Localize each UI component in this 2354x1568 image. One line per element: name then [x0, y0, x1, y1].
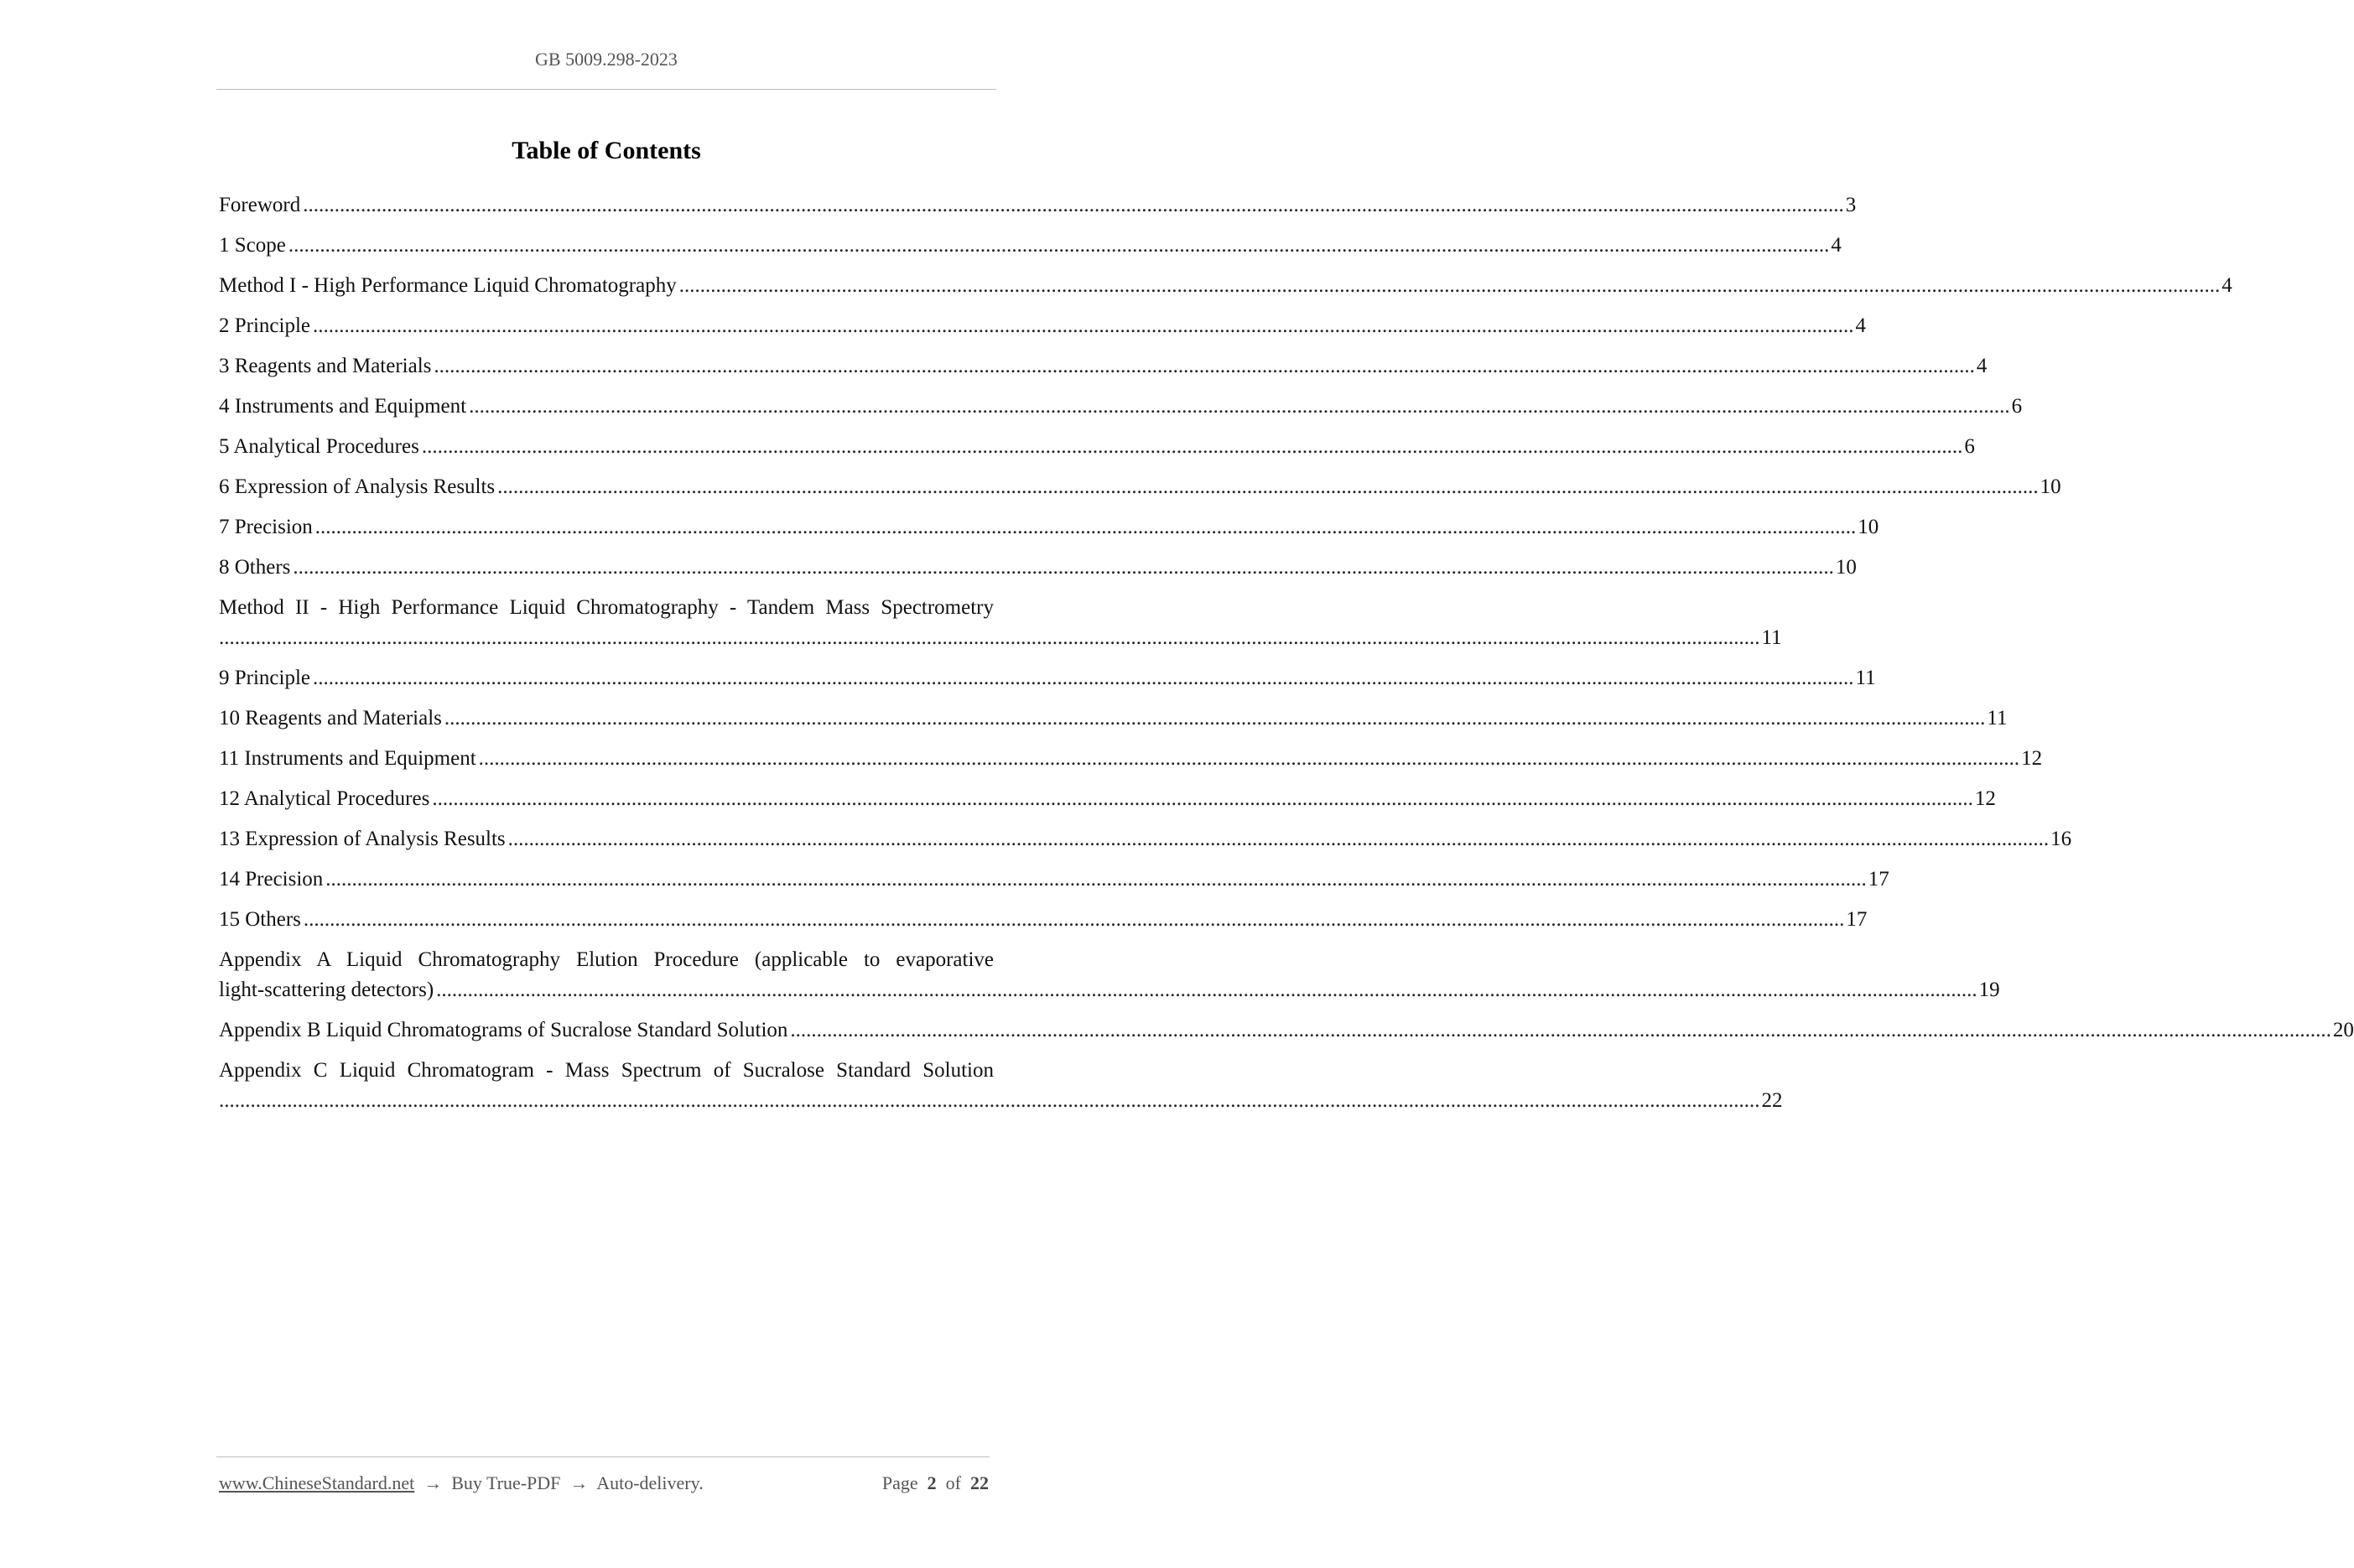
- toc-dot-leader: ......................................................................................................................................................................................................................................................................................................: [288, 234, 1830, 257]
- toc-dot-leader: ......................................................................................................................................................................................................................................................................................................: [432, 787, 1973, 810]
- toc-page-number: 4: [1831, 234, 1842, 257]
- toc-list: [219, 190, 2354, 1126]
- toc-entry-expression-results-2[interactable]: [219, 824, 2072, 854]
- toc-entry-text: 12 Analytical Procedures: [219, 787, 430, 810]
- toc-entry-text: 14 Precision: [219, 868, 324, 890]
- toc-page-number: 12: [1974, 787, 1996, 810]
- toc-page-number: 6: [1964, 435, 1975, 458]
- toc-entry-precision-2[interactable]: [219, 864, 1889, 895]
- toc-dot-leader: ......................................................................................................................................................................................................................................................................................................: [219, 626, 1760, 649]
- total-pages-number: 22: [970, 1472, 989, 1493]
- toc-page-number: 10: [2040, 475, 2061, 498]
- buy-true-pdf-text: Buy True-PDF: [451, 1472, 561, 1493]
- toc-dot-leader: ......................................................................................................................................................................................................................................................................................................: [678, 274, 2221, 297]
- toc-dot-leader: ......................................................................................................................................................................................................................................................................................................: [303, 194, 1844, 216]
- page-indicator: [882, 1472, 989, 1494]
- toc-entry-text: Method I - High Performance Liquid Chromatography: [219, 274, 677, 297]
- toc-entry-text: 11 Instruments and Equipment: [219, 747, 476, 770]
- toc-entry-scope[interactable]: [219, 231, 1842, 261]
- document-header: GB 5009.298-2023: [535, 49, 678, 70]
- toc-entry-principle-2[interactable]: [219, 663, 1876, 693]
- toc-page-number: 3: [1845, 194, 1857, 216]
- toc-entry-method-2[interactable]: [219, 593, 1782, 653]
- arrow-right-icon: →: [569, 1472, 589, 1493]
- toc-dot-leader: ......................................................................................................................................................................................................................................................................................................: [790, 1019, 2331, 1041]
- toc-entry-text: 8 Others: [219, 556, 291, 579]
- toc-entry-appendix-a[interactable]: [219, 945, 2000, 1005]
- toc-entry-analytical-procedures-2[interactable]: [219, 784, 1996, 814]
- auto-delivery-text: Auto-delivery.: [596, 1472, 704, 1493]
- toc-entry-precision[interactable]: [219, 512, 1879, 543]
- current-page-number: 2: [927, 1472, 937, 1493]
- toc-page-number: 10: [1835, 556, 1857, 579]
- toc-page-number: 20: [2332, 1019, 2354, 1041]
- toc-entry-method-1[interactable]: [219, 271, 2232, 301]
- toc-entry-instruments-2[interactable]: [219, 744, 2043, 774]
- toc-dot-leader: ......................................................................................................................................................................................................................................................................................................: [293, 556, 1834, 579]
- toc-dot-leader: ......................................................................................................................................................................................................................................................................................................: [478, 747, 2020, 770]
- toc-entry-text: Foreword: [219, 194, 301, 216]
- toc-page-number: 10: [1858, 516, 1879, 538]
- toc-entry-others[interactable]: [219, 553, 1857, 583]
- toc-page-number: 11: [1987, 707, 2008, 729]
- toc-entry-principle[interactable]: [219, 311, 1867, 341]
- toc-title: Table of Contents: [512, 137, 701, 164]
- toc-entry-analytical-procedures[interactable]: [219, 432, 1975, 462]
- toc-page-number: 22: [1761, 1089, 1783, 1112]
- toc-entry-instruments[interactable]: [219, 392, 2023, 422]
- of-label: of: [945, 1472, 961, 1493]
- toc-entry-text: 13 Expression of Analysis Results: [219, 828, 506, 850]
- toc-page-number: 4: [2221, 274, 2232, 297]
- toc-entry-text: 15 Others: [219, 908, 301, 931]
- toc-page-number: 11: [1761, 626, 1782, 649]
- toc-page-number: 17: [1846, 908, 1868, 931]
- toc-dot-leader: ......................................................................................................................................................................................................................................................................................................: [314, 516, 1857, 538]
- toc-entry-text: 1 Scope: [219, 234, 286, 257]
- toc-entry-text: Method II - High Performance Liquid Chromatography - Tandem Mass Spectrometry: [219, 596, 994, 619]
- toc-entry-text: 7 Precision: [219, 516, 313, 538]
- toc-page-number: 17: [1868, 868, 1889, 890]
- page-footer: [219, 1472, 989, 1494]
- toc-entry-appendix-b[interactable]: [219, 1015, 2354, 1046]
- toc-page-number: 6: [2011, 395, 2023, 418]
- toc-page-number: 19: [1978, 979, 2000, 1001]
- toc-entry-text: 4 Instruments and Equipment: [219, 395, 467, 418]
- footer-promo: [219, 1472, 704, 1494]
- toc-dot-leader: ......................................................................................................................................................................................................................................................................................................: [219, 1089, 1760, 1112]
- toc-entry-text: Appendix C Liquid Chromatogram - Mass Spectrum of Sucralose Standard Solution: [219, 1059, 994, 1082]
- toc-entry-others-2[interactable]: [219, 905, 1868, 935]
- toc-dot-leader: ......................................................................................................................................................................................................................................................................................................: [421, 435, 1963, 458]
- toc-dot-leader: ......................................................................................................................................................................................................................................................................................................: [313, 314, 1854, 337]
- toc-entry-text: 6 Expression of Analysis Results: [219, 475, 496, 498]
- toc-dot-leader: ......................................................................................................................................................................................................................................................................................................: [325, 868, 1867, 890]
- toc-entry-text: Appendix A Liquid Chromatography Elution Procedure (applicable to evaporative: [219, 948, 994, 971]
- page-label: Page: [881, 1472, 918, 1493]
- toc-page-number: 12: [2021, 747, 2043, 770]
- header-divider: [216, 89, 996, 90]
- toc-entry-appendix-c[interactable]: [219, 1056, 1783, 1116]
- toc-entry-foreword[interactable]: [219, 190, 1857, 221]
- toc-page-number: 11: [1855, 667, 1876, 689]
- arrow-right-icon: →: [424, 1472, 443, 1493]
- toc-dot-leader: ......................................................................................................................................................................................................................................................................................................: [434, 355, 1975, 377]
- toc-dot-leader: ......................................................................................................................................................................................................................................................................................................: [313, 667, 1854, 689]
- toc-dot-leader: ......................................................................................................................................................................................................................................................................................................: [469, 395, 2010, 418]
- toc-entry-text: 10 Reagents and Materials: [219, 707, 442, 729]
- toc-entry-text: Appendix B Liquid Chromatograms of Sucralose Standard Solution: [219, 1019, 788, 1041]
- toc-entry-text-continued: light-scattering detectors): [219, 979, 434, 1001]
- toc-entry-reagents[interactable]: [219, 351, 1988, 382]
- toc-entry-text: 5 Analytical Procedures: [219, 435, 419, 458]
- toc-dot-leader: ......................................................................................................................................................................................................................................................................................................: [436, 979, 1977, 1001]
- website-link[interactable]: www.ChineseStandard.net: [219, 1472, 415, 1493]
- toc-entry-expression-results[interactable]: [219, 472, 2061, 502]
- toc-page-number: 16: [2050, 828, 2072, 850]
- toc-dot-leader: ......................................................................................................................................................................................................................................................................................................: [444, 707, 1986, 729]
- toc-entry-text: 3 Reagents and Materials: [219, 355, 432, 377]
- footer-divider: [216, 1456, 990, 1457]
- toc-entry-text: 9 Principle: [219, 667, 311, 689]
- toc-entry-reagents-2[interactable]: [219, 704, 2008, 734]
- toc-page-number: 4: [1976, 355, 1988, 377]
- toc-page-number: 4: [1855, 314, 1867, 337]
- toc-dot-leader: ......................................................................................................................................................................................................................................................................................................: [303, 908, 1845, 931]
- toc-entry-text: 2 Principle: [219, 314, 311, 337]
- toc-dot-leader: ......................................................................................................................................................................................................................................................................................................: [497, 475, 2039, 498]
- toc-dot-leader: ......................................................................................................................................................................................................................................................................................................: [507, 828, 2050, 850]
